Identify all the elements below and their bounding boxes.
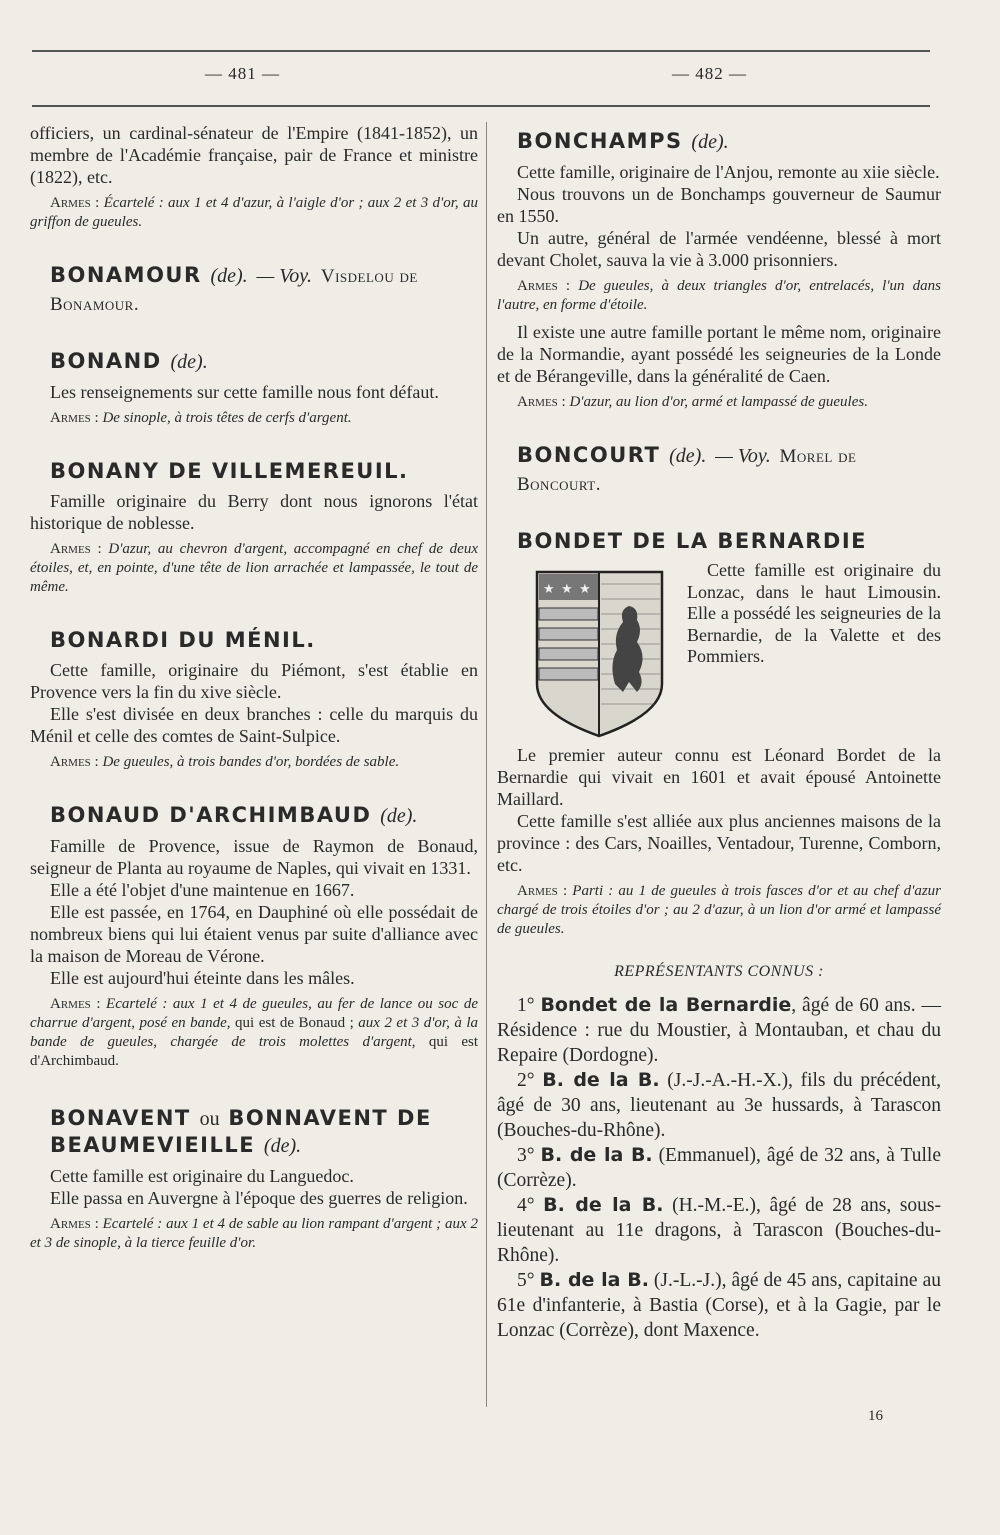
armes-text: De sinople, à trois têtes de cerfs d'argent. bbox=[102, 410, 352, 426]
entry-name: BONAND bbox=[50, 349, 162, 373]
or-word: ou bbox=[199, 1108, 220, 1130]
representative-name: B. de la B. bbox=[539, 1269, 649, 1291]
representative-details: (J.-L.-J.), âgé de 45 ans, capitaine au 61e d'infanterie, à Bastia (Corse), et à la Gagie, par le Lonzac (Corrèze), dont Maxence. bbox=[497, 1270, 941, 1341]
entry-text: Famille originaire du Berry dont nous ignorons l'état historique de noblesse. bbox=[30, 491, 478, 533]
armes-text: D'azur, au lion d'or, armé et lampassé de gueules. bbox=[569, 394, 868, 410]
entry-name: BONAUD D'ARCHIMBAUD bbox=[50, 803, 372, 827]
armes-text: De gueules, à trois bandes d'or, bordées de sable. bbox=[102, 754, 400, 770]
armes-text: Parti : au 1 de gueules à trois fasces d'or et au chef d'azur chargé de trois étoiles d'or ; au 2 d'azur, à un lion d'or armé et lampassé de gueules. bbox=[497, 883, 941, 937]
representative-number: 1° bbox=[517, 995, 541, 1016]
armes-label: Armes bbox=[50, 754, 91, 770]
reference-name: Morel de Boncourt. bbox=[517, 446, 857, 495]
armes-line: Armes : De gueules, à deux triangles d'or, entrelacés, l'un dans l'autre, en forme d'étoile. bbox=[497, 278, 942, 313]
representative-name: B. de la B. bbox=[543, 1194, 664, 1216]
entry-name: BONAMOUR bbox=[50, 263, 202, 287]
armes-text: Écartelé : aux 1 et 4 d'azur, à l'aigle d'or ; aux 2 et 3 d'or, au griffon de gueules. bbox=[30, 195, 479, 230]
entry-name: BONARDI DU MÉNIL. bbox=[50, 628, 316, 652]
page-number: 16 bbox=[868, 1408, 883, 1424]
entry-text: Cette famille, originaire du Piémont, s'est établie en Provence vers la fin du xive siècle. bbox=[30, 660, 478, 702]
entry-name: BONANY DE VILLEMEREUIL. bbox=[50, 459, 409, 483]
entry-name: BONCOURT bbox=[517, 443, 661, 467]
armes-text: D'azur, au chevron d'argent, accompagné en chef de deux étoiles, et, en pointe, d'une tête de lion arrachée et lampassée, le tout de même. bbox=[30, 541, 479, 595]
entry-text: Elle est passée, en 1764, en Dauphiné où elle possédait de nombreux biens qui lui étaient venus par suite d'alliance avec la maison de Moreau de Vérone. bbox=[30, 902, 478, 966]
entry-particle: (de). bbox=[669, 445, 707, 467]
representative-item bbox=[497, 1268, 941, 1343]
armes-label: Armes bbox=[50, 996, 91, 1012]
entry-particle: (de). bbox=[691, 131, 729, 153]
armes-text: Ecartelé : aux 1 et 4 de gueules, au fer de lance ou soc de charrue d'argent, posé en bande, bbox=[30, 996, 478, 1031]
entry-heading bbox=[517, 528, 941, 554]
entry-heading bbox=[50, 458, 478, 484]
armes-line: Armes : Parti : au 1 de gueules à trois fasces d'or et au chef d'azur chargé de trois étoiles d'or ; au 2 d'azur, à un lion d'or armé et lampassé de gueules. bbox=[497, 883, 941, 937]
representative-details: (H.-M.-E.), âgé de 28 ans, sous-lieutenant au 11e dragons, à Tarascon (Bouches-du-Rhône). bbox=[497, 1195, 941, 1266]
representative-item bbox=[497, 1193, 941, 1268]
entry-heading bbox=[50, 802, 478, 829]
armes-line: Armes : Ecartelé : aux 1 et 4 de gueules, au fer de lance ou soc de charrue d'argent, posé en bande, qui est de Bonaud ; aux 2 et 3 d'or, à la bande de gueules, chargée de trois molettes d'argent, qui est d'Archimbaud. bbox=[30, 996, 478, 1069]
svg-text:★: ★ bbox=[579, 582, 591, 597]
armes-text: De gueules, à deux triangles d'or, entrelacés, l'un dans l'autre, en forme d'étoile. bbox=[497, 278, 942, 313]
representative-number: 5° bbox=[517, 1270, 540, 1291]
armes-text: Ecartelé : aux 1 et 4 de sable au lion rampant d'argent ; aux 2 et 3 de sinople, à la tierce feuille d'or. bbox=[30, 1216, 478, 1251]
armes-label: Armes bbox=[50, 1216, 91, 1232]
see-reference bbox=[715, 445, 771, 467]
armes-label: Armes bbox=[517, 883, 558, 899]
armes-line: Armes : D'azur, au chevron d'argent, accompagné en chef de deux étoiles, et, en pointe, d'une tête de lion arrachée et lampassée, le tout de même. bbox=[30, 541, 479, 595]
entry-text: Nous trouvons un de Bonchamps gouverneur de Saumur en 1550. bbox=[497, 184, 941, 226]
entry-heading bbox=[50, 627, 478, 653]
entry-heading bbox=[517, 128, 941, 155]
representative-details: (J.-J.-A.-H.-X.), fils du précédent, âgé de 30 ans, lieutenant au 3e hussards, à Tarascon (Bouches-du-Rhône). bbox=[497, 1070, 941, 1141]
armes-text: aux 2 et 3 d'or, à la bande de gueules, chargée de trois molettes d'argent, bbox=[30, 1015, 478, 1050]
entry-text: Cette famille s'est alliée aux plus anciennes maisons de la province : des Cars, Noailles, Ventadour, Turenne, Comborn, etc. bbox=[497, 811, 941, 875]
top-rule bbox=[32, 50, 930, 52]
entry-particle: (de). bbox=[170, 351, 208, 373]
armes-label: Armes bbox=[517, 278, 558, 294]
representative-item bbox=[497, 1143, 941, 1193]
entry-text: Famille de Provence, issue de Raymon de Bonaud, seigneur de Planta au royaume de Naples, qui vivait en 1331. bbox=[30, 836, 478, 878]
entry-particle: (de). bbox=[263, 1135, 302, 1157]
reference-name: Visdelou de Bonamour. bbox=[50, 266, 418, 315]
entry-heading bbox=[50, 1105, 478, 1159]
representative-name: B. de la B. bbox=[542, 1069, 660, 1091]
representative-details: , âgé de 60 ans. — Résidence : rue du Moustier, à Montauban, et chau du Repaire (Dordogne). bbox=[497, 995, 941, 1066]
crest-side-text bbox=[687, 560, 941, 744]
representative-number: 2° bbox=[517, 1070, 543, 1091]
entry-particle: (de). bbox=[210, 265, 248, 287]
armes-label: Armes bbox=[517, 394, 558, 410]
right-folio: — 482 — bbox=[672, 64, 747, 83]
entry-name: BONDET DE LA BERNARDIE bbox=[517, 529, 867, 553]
representative-name: Bondet de la Bernardie bbox=[540, 994, 792, 1016]
voy-label: — Voy. bbox=[715, 445, 771, 467]
entry-particle: (de). bbox=[380, 805, 418, 827]
entry-text: Elle a été l'objet d'une maintenue en 1667. bbox=[50, 880, 355, 900]
entry-text: Cette famille, originaire de l'Anjou, remonte au xiie siècle. bbox=[517, 162, 940, 182]
entry-text: Cette famille est originaire du Languedoc. bbox=[50, 1166, 354, 1186]
representative-item bbox=[497, 993, 941, 1068]
armes-note: qui est d'Archimbaud. bbox=[30, 1034, 478, 1069]
entry-text: Elle est aujourd'hui éteinte dans les mâles. bbox=[50, 968, 355, 988]
header-rule bbox=[32, 105, 930, 107]
entry-text: Les renseignements sur cette famille nous font défaut. bbox=[50, 382, 439, 402]
representative-details: (Emmanuel), âgé de 32 ans, à Tulle (Corrèze). bbox=[497, 1145, 941, 1191]
representative-number: 3° bbox=[517, 1145, 541, 1166]
left-column bbox=[30, 122, 478, 1255]
entry-name: BONCHAMPS bbox=[517, 129, 683, 153]
armes-line: Armes : D'azur, au lion d'or, armé et lampassé de gueules. bbox=[517, 394, 868, 410]
column-divider bbox=[486, 122, 487, 1407]
armes-line: Armes : De gueules, à trois bandes d'or, bordées de sable. bbox=[50, 754, 400, 770]
entry-name: BONNAVENT DE BEAUMEVIEILLE bbox=[50, 1106, 432, 1157]
intro-text: officiers, un cardinal-sénateur de l'Empire (1841-1852), un membre de l'Académie française, pair de France et ministre (1822), etc. bbox=[30, 123, 478, 187]
right-column bbox=[497, 122, 941, 1343]
armes-line: Armes : Écartelé : aux 1 et 4 d'azur, à l'aigle d'or ; aux 2 et 3 d'or, au griffon de gueules. bbox=[30, 195, 479, 230]
representatives-list bbox=[497, 993, 941, 1343]
entry-text: Elle passa en Auvergne à l'époque des guerres de religion. bbox=[50, 1188, 468, 1208]
entry-text: Il existe une autre famille portant le même nom, originaire de la Normandie, ayant possédé les seigneuries de la Londe et de Bérangeville, dans la généralité de Caen. bbox=[497, 322, 941, 386]
armes-note: qui est de Bonaud ; bbox=[235, 1015, 354, 1031]
entry-text: Le premier auteur connu est Léonard Bordet de la Bernardie qui vivait en 1601 et avait épousé Antoinette Maillard. bbox=[497, 745, 941, 809]
entry-text: Elle s'est divisée en deux branches : celle du marquis du Ménil et celle des comtes de Saint-Sulpice. bbox=[30, 704, 478, 746]
armes-label: Armes bbox=[50, 195, 91, 211]
representative-number: 4° bbox=[517, 1195, 544, 1216]
entry-text: Cette famille est originaire du Lonzac, dans le haut Limousin. Elle a possédé les seigneuries de la Bernardie, de la Valette et des Pommiers. bbox=[687, 560, 941, 666]
armes-line: Armes : Ecartelé : aux 1 et 4 de sable au lion rampant d'argent ; aux 2 et 3 de sinople, à la tierce feuille d'or. bbox=[30, 1216, 478, 1251]
armes-line: Armes : De sinople, à trois têtes de cerfs d'argent. bbox=[50, 410, 352, 426]
svg-text:★: ★ bbox=[561, 582, 573, 597]
representative-name: B. de la B. bbox=[540, 1144, 653, 1166]
coat-of-arms-icon bbox=[497, 564, 687, 744]
crest-block bbox=[497, 560, 941, 744]
representatives-title: REPRÉSENTANTS CONNUS : bbox=[614, 963, 824, 980]
representative-item bbox=[497, 1068, 941, 1143]
entry-heading bbox=[517, 442, 941, 498]
see-reference bbox=[257, 265, 313, 287]
entry-heading bbox=[50, 348, 478, 375]
left-folio: — 481 — bbox=[205, 64, 280, 83]
entry-text: Un autre, général de l'armée vendéenne, blessé à mort devant Cholet, sauva la vie à 3.000 prisonniers. bbox=[497, 228, 941, 270]
svg-text:★: ★ bbox=[543, 582, 555, 597]
entry-heading bbox=[50, 262, 478, 318]
armes-label: Armes bbox=[50, 541, 91, 557]
armes-label: Armes bbox=[50, 410, 91, 426]
entry-name: BONAVENT bbox=[50, 1106, 191, 1130]
voy-label: — Voy. bbox=[256, 265, 313, 287]
